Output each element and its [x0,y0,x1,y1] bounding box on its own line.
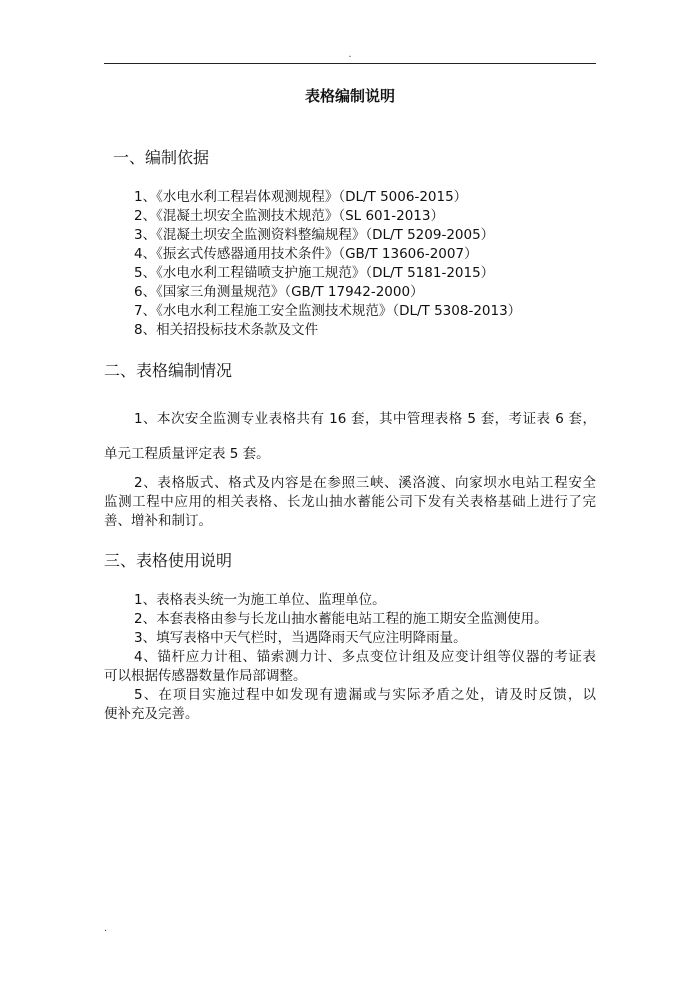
section-heading-usage: 三、表格使用说明 [104,551,233,570]
list-item: 7、《水电水利工程施工安全监测技术规范》（DL/T 5308-2013） [134,303,522,319]
list-item: 4、《振玄式传感器通用技术条件》（GB/T 13606-2007） [134,246,478,262]
paragraph-line: 便补充及完善。 [104,706,199,722]
paragraph-line: 可以根据传感器数量作局部调整。 [104,668,307,684]
paragraph-line: 善、增补和制订。 [104,513,212,529]
section-heading-basis: 一、编制依据 [113,148,210,167]
list-item: 2、本套表格由参与长龙山抽水蓄能电站工程的施工期安全监测使用。 [134,611,548,627]
list-item: 6、《国家三角测量规范》（GB/T 17942-2000） [134,284,424,300]
footer-mark: . [104,923,108,934]
paragraph-line: 1、本次安全监测专业表格共有 16 套，其中管理表格 5 套，考证表 6 套， [134,411,596,427]
list-item: 1、《水电水利工程岩体观测规程》（DL/T 5006-2015） [134,189,468,205]
list-item: 3、填写表格中天气栏时，当遇降雨天气应注明降雨量。 [134,630,467,646]
section-heading-status: 二、表格编制情况 [104,361,233,380]
header-rule [104,63,596,64]
header-mark: . [348,49,352,60]
paragraph-line: 5、在项目实施过程中如发现有遗漏或与实际矛盾之处，请及时反馈，以 [134,687,596,703]
paragraph-line: 单元工程质量评定表 5 套。 [104,446,270,462]
paragraph-line: 监测工程中应用的相关表格、长龙山抽水蓄能公司下发有关表格基础上进行了完 [104,494,596,510]
page-title: 表格编制说明 [304,87,395,105]
list-item: 8、相关招投标技术条款及文件 [134,322,319,338]
paragraph-line: 4、锚杆应力计租、锚索测力计、多点变位计组及应变计组等仪器的考证表 [134,649,596,665]
list-item: 5、《水电水利工程锚喷支护施工规范》（DL/T 5181-2015） [134,265,495,281]
paragraph-line: 2、表格版式、格式及内容是在参照三峡、溪洛渡、向家坝水电站工程安全 [134,475,596,491]
list-item: 2、《混凝土坝安全监测技术规范》（SL 601-2013） [134,208,444,224]
list-item: 3、《混凝土坝安全监测资料整编规程》（DL/T 5209-2005） [134,227,495,243]
list-item: 1、表格表头统一为施工单位、监理单位。 [134,592,386,608]
